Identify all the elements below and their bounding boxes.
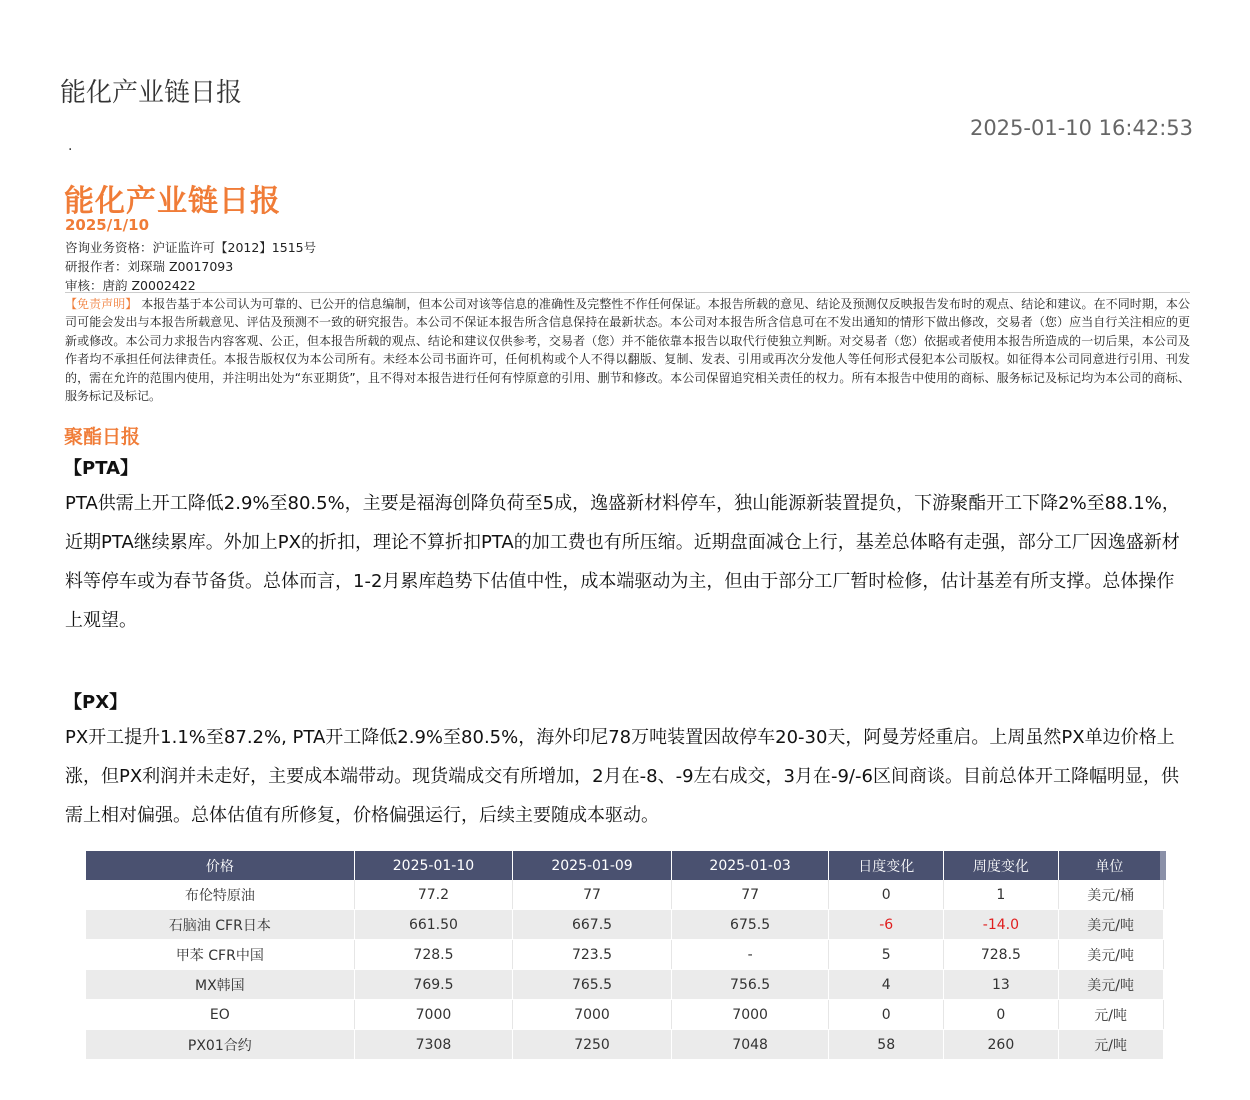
table-cell: 675.5 — [671, 910, 829, 940]
reviewer-line: 审核：唐韵 Z0002422 — [65, 278, 196, 293]
table-cell: 260 — [944, 1030, 1059, 1060]
table-header-cell: 价格 — [86, 851, 354, 880]
table-cell: 661.50 — [354, 910, 513, 940]
table-cell: MX韩国 — [86, 970, 354, 1000]
table-cell: 77.2 — [354, 880, 513, 910]
table-header-cell: 2025-01-10 — [354, 851, 513, 880]
table-cell: 0 — [944, 1000, 1059, 1030]
table-cell: 美元/吨 — [1058, 940, 1163, 970]
author-line: 研报作者：刘琛瑞 Z0017093 — [65, 259, 234, 274]
dot-marker: . — [68, 138, 73, 154]
table-header-cell: 日度变化 — [829, 851, 944, 880]
table-cell: - — [671, 940, 829, 970]
table-cell-negative: -14.0 — [944, 910, 1059, 940]
px-paragraph: PX开工提升1.1%至87.2%, PTA开工降低2.9%至80.5%，海外印尼78万吨装置因故停车20-30天，阿曼芳烃重启。上周虽然PX单边价格上涨，但PX利润并未走好，主要成本端带动。现货端成交有所增加，2月在-8、-9左右成交，3月在-9/-6区间商谈。目前总体开工降幅明显，供需上相对偏强。总体估值有所修复，价格偏强运行，后续主要随成本驱动。 — [65, 727, 1179, 826]
table-cell: 甲苯 CFR中国 — [86, 940, 354, 970]
table-cell: 77 — [671, 880, 829, 910]
table-cell: 7308 — [354, 1030, 513, 1060]
table-row — [86, 1030, 1163, 1060]
pta-paragraph: PTA供需上开工降低2.9%至80.5%，主要是福海创降负荷至5成，逸盛新材料停车，独山能源新装置提负，下游聚酯开工下降2%至88.1%，近期PTA继续累库。外加上PX的折扣，理论不算折扣PTA的加工费也有所压缩。近期盘面减仓上行，基差总体略有走强，部分工厂因逸盛新材料等停车或为春节备货。总体而言，1-2月累库趋势下估值中性，成本端驱动为主，但由于部分工厂暂时检修，估计基差有所支撑。总体操作上观望。 — [65, 493, 1180, 631]
table-cell: 0 — [829, 880, 944, 910]
pta-title: 【PTA】 — [64, 458, 139, 479]
page-title: 能化产业链日报 — [60, 78, 243, 108]
table-cell: 756.5 — [671, 970, 829, 1000]
table-cell: 元/吨 — [1058, 1030, 1163, 1060]
table-cell: 765.5 — [513, 970, 672, 1000]
report-date: 2025/1/10 — [65, 216, 150, 234]
table-cell: 7250 — [513, 1030, 672, 1060]
table-cell: 7000 — [671, 1000, 829, 1030]
table-cell: 7048 — [671, 1030, 829, 1060]
table-cell: 美元/吨 — [1058, 970, 1163, 1000]
table-cell: 美元/吨 — [1058, 910, 1163, 940]
table-cell: 布伦特原油 — [86, 880, 354, 910]
table-cell: 728.5 — [354, 940, 513, 970]
table-cell: 1 — [944, 880, 1059, 910]
table-cell: 4 — [829, 970, 944, 1000]
px-title: 【PX】 — [64, 692, 128, 713]
table-cell: 7000 — [513, 1000, 672, 1030]
section-title: 聚酯日报 — [64, 426, 141, 448]
table-cell: 77 — [513, 880, 672, 910]
table-cell: 元/吨 — [1058, 1000, 1163, 1030]
timestamp: 2025-01-10 16:42:53 — [969, 116, 1193, 140]
report-heading: 能化产业链日报 — [64, 184, 281, 219]
disclaimer-text: 本报告基于本公司认为可靠的、已公开的信息编制，但本公司对该等信息的准确性及完整性不作任何保证。本报告所载的意见、结论及预测仅反映报告发布时的观点、结论和建议。在不同时期，本公司可能会发出与本报告所载意见、评估及预测不一致的研究报告。本公司不保证本报告所含信息保持在最新状态。本公司对本报告所含信息可在不发出通知的情形下做出修改，交易者（您）应当自行关注相应的更新或修改。本公司力求报告内容客观、公正，但本报告所载的观点、结论和建议仅供参考，交易者（您）并不能依靠本报告以取代行使独立判断。对交易者（您）依据或者使用本报告所造成的一切后果，本公司及作者均不承担任何法律责任。本报告版权仅为本公司所有。未经本公司书面许可，任何机构或个人不得以翻版、复制、发表、引用或再次分发他人等任何形式侵犯本公司版权。如征得本公司同意进行引用、刊发的，需在允许的范围内使用，并注明出处为“东亚期货”，且不得对本报告进行任何有悖原意的引用、删节和修改。本公司保留追究相关责任的权力。所有本报告中使用的商标、服务标记及标记均为本公司的商标、服务标记及标记。 — [65, 297, 1190, 404]
table-cell: 728.5 — [944, 940, 1059, 970]
table-cell: 7000 — [354, 1000, 513, 1030]
table-cell: 13 — [944, 970, 1059, 1000]
table-header-cell: 2025-01-03 — [671, 851, 829, 880]
table-row — [86, 940, 1163, 970]
table-cell: 5 — [829, 940, 944, 970]
disclaimer-tag: 【免责声明】 — [65, 297, 138, 311]
table-header-cell: 单位 — [1058, 851, 1163, 880]
table-row — [86, 910, 1163, 940]
price-table — [86, 851, 1166, 1060]
table-cell: PX01合约 — [86, 1030, 354, 1060]
table-cell: 769.5 — [354, 970, 513, 1000]
qualification-line: 咨询业务资格：沪证监许可【2012】1515号 — [65, 240, 317, 255]
table-cell-negative: -6 — [829, 910, 944, 940]
table-row — [86, 970, 1163, 1000]
table-cell: 0 — [829, 1000, 944, 1030]
table-cell: 美元/桶 — [1058, 880, 1163, 910]
table-header-cell: 周度变化 — [944, 851, 1059, 880]
table-header-cell: 2025-01-09 — [513, 851, 672, 880]
table-cell: 667.5 — [513, 910, 672, 940]
table-cell: 723.5 — [513, 940, 672, 970]
table-cell: 石脑油 CFR日本 — [86, 910, 354, 940]
disclaimer — [65, 292, 1190, 405]
table-row — [86, 880, 1163, 910]
table-cell: EO — [86, 1000, 354, 1030]
table-cell: 58 — [829, 1030, 944, 1060]
table-header-row — [86, 851, 1163, 880]
table-row — [86, 1000, 1163, 1030]
